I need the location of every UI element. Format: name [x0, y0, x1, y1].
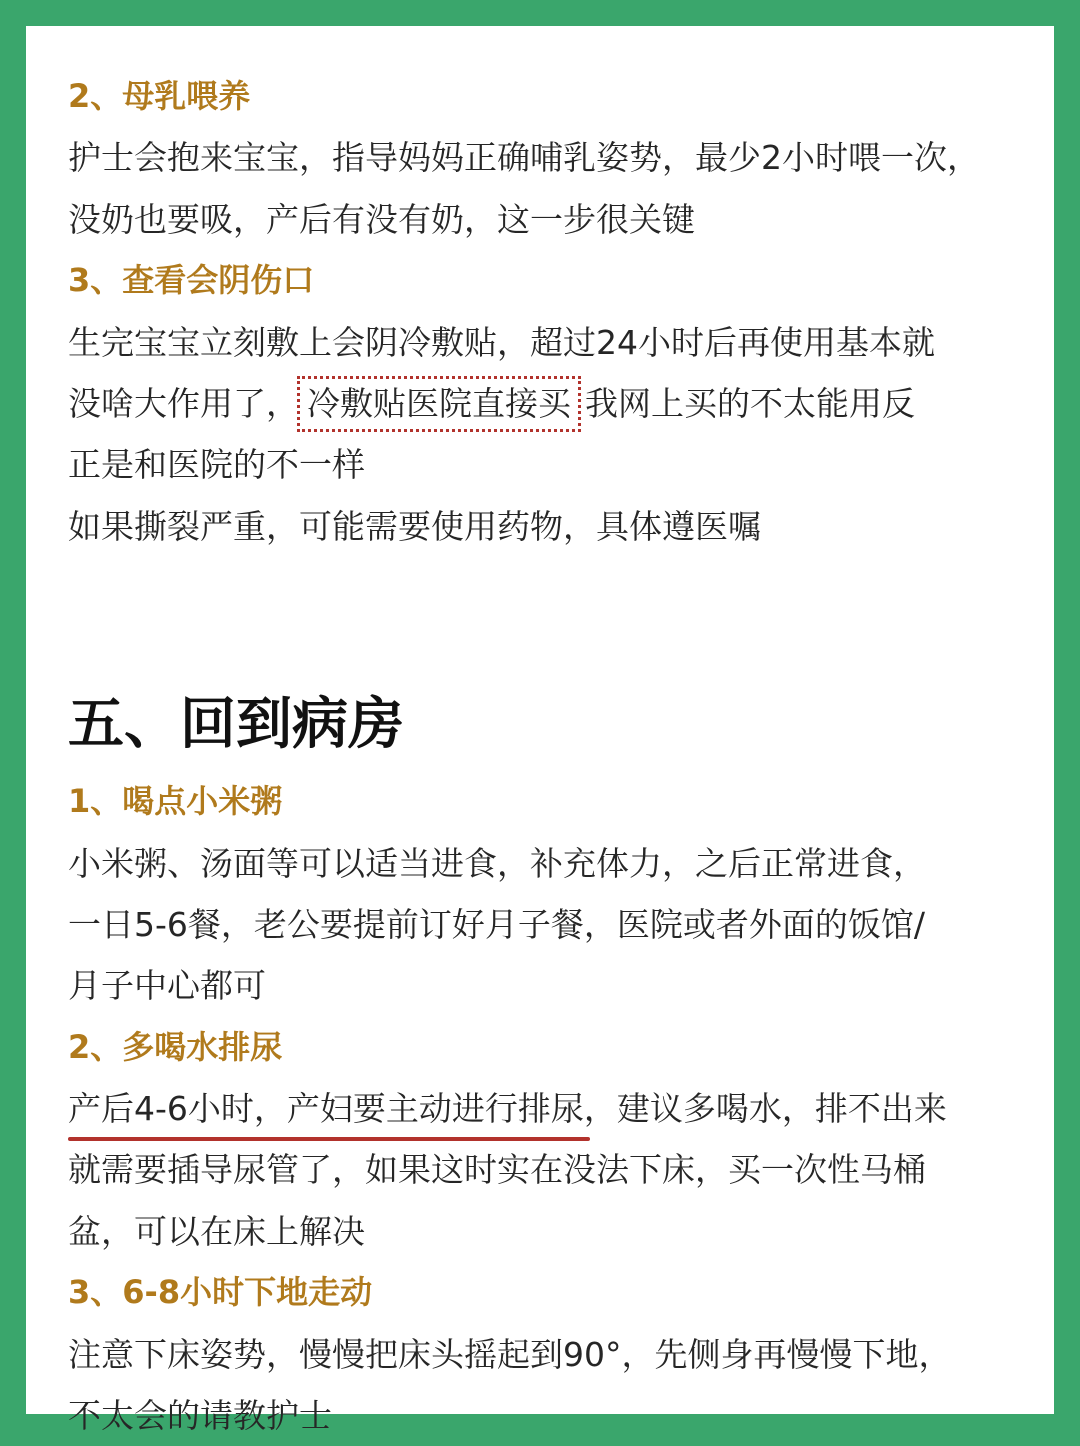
- subheading-wound-check: 3、查看会阴伤口: [68, 261, 315, 300]
- subheading-walk: 3、6-8小时下地走动: [68, 1273, 373, 1312]
- paragraph-line: 护士会抱来宝宝，指导妈妈正确哺乳姿势，最少2小时喂一次，: [68, 138, 980, 178]
- article-body: [68, 66, 1038, 1446]
- paragraph-line: 正是和医院的不一样: [68, 445, 365, 485]
- paragraph-line: 小米粥、汤面等可以适当进食，补充体力，之后正常进食，: [68, 843, 926, 883]
- paragraph-line: 就需要插导尿管了，如果这时实在没法下床，买一次性马桶: [68, 1150, 926, 1190]
- paragraph-line-with-highlight: [68, 373, 1038, 434]
- subheading-millet-porridge: 1、喝点小米粥: [68, 782, 283, 821]
- section-spacer: [68, 557, 1038, 679]
- paragraph-line: 如果撕裂严重，可能需要使用药物，具体遵医嘱: [68, 506, 761, 546]
- text-segment: ，建议多喝水，排不出来: [583, 1089, 947, 1129]
- paragraph-line: 生完宝宝立刻敷上会阴冷敷贴，超过24小时后再使用基本就: [68, 322, 935, 362]
- paragraph-line-with-underline: [68, 1078, 1038, 1139]
- paragraph-line: 盆，可以在床上解决: [68, 1211, 365, 1251]
- subheading-breastfeeding: 2、母乳喂养: [68, 77, 251, 115]
- paragraph-line: 一日5-6餐，老公要提前订好月子餐，医院或者外面的饭馆/: [68, 904, 926, 944]
- red-underlined-text: 产后4-6小时，产妇要主动进行排尿: [68, 1087, 584, 1131]
- content-card: [26, 26, 1054, 1436]
- paragraph-line: 月子中心都可: [68, 966, 266, 1006]
- paragraph-line: 没奶也要吸，产后有没有奶，这一步很关键: [68, 199, 695, 239]
- paragraph-line: 不太会的请教护士: [68, 1396, 332, 1436]
- text-segment: 没啥大作用了，: [68, 383, 299, 423]
- text-segment: 我网上买的不太能用反: [585, 383, 915, 423]
- dotted-highlight-box: 冷敷贴医院直接买: [303, 382, 575, 426]
- paragraph-line: 注意下床姿势，慢慢把床头摇起到90°，先侧身再慢慢下地，: [68, 1334, 952, 1374]
- section-title: 五、回到病房: [68, 692, 404, 758]
- subheading-drink-water: 2、多喝水排尿: [68, 1027, 283, 1066]
